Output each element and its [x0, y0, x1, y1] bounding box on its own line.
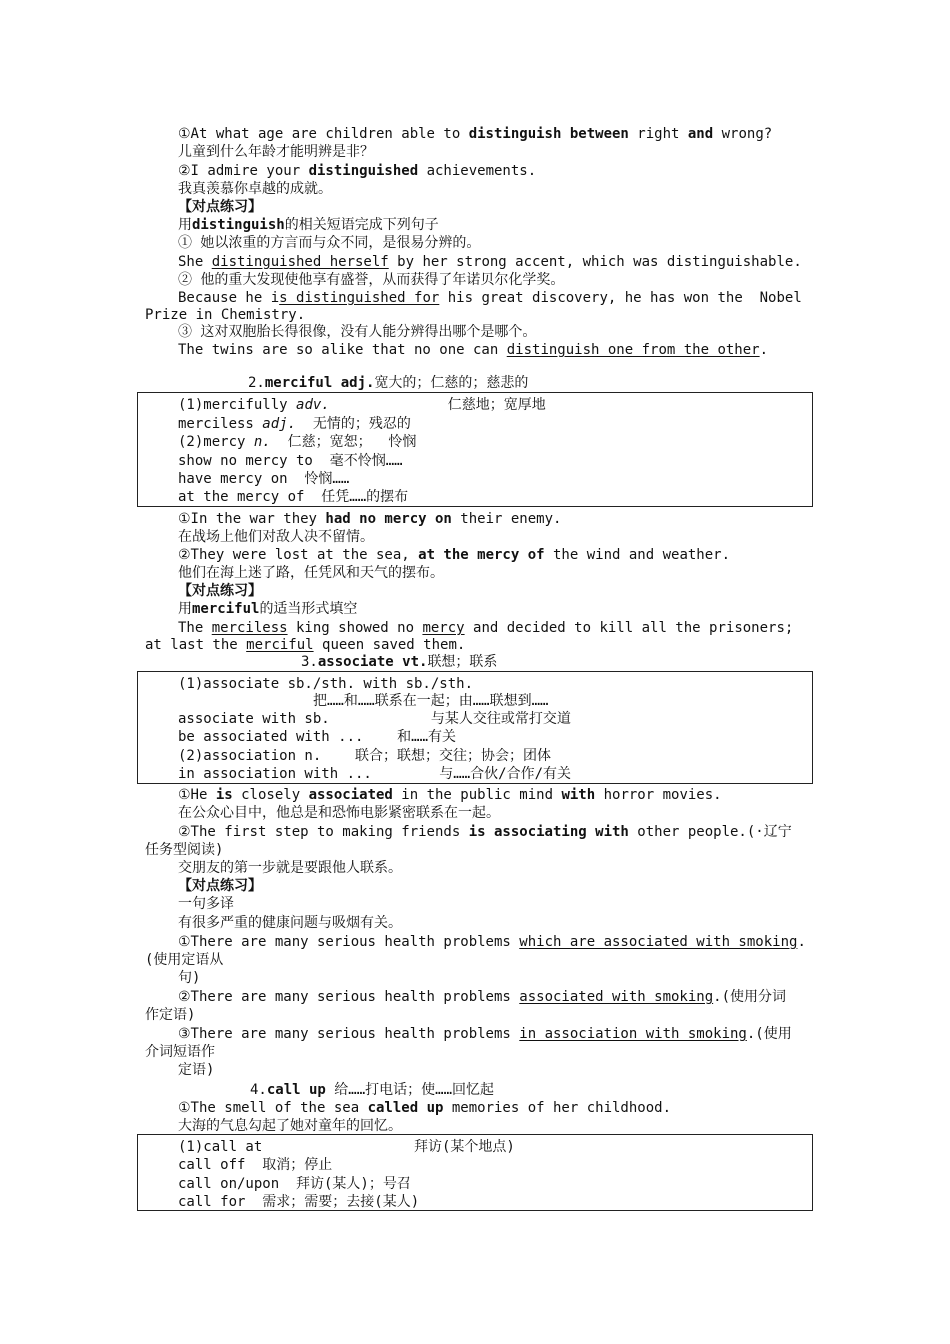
vocab-line: (2)association n. 联合；联想；交往；协会；团体: [178, 748, 552, 764]
vocab-line: in association with ... 与……合伙/合作/有关: [178, 766, 572, 782]
vocab-line: at the mercy of 任凭……的摆布: [178, 489, 409, 505]
exercise-heading: 【对点练习】: [178, 878, 262, 894]
section-heading: 4.call up 给……打电话；使……回忆起: [250, 1082, 495, 1098]
exercise-answer: ①There are many serious health problems which are associated with smoking.: [178, 934, 806, 950]
example-sentence: ①He is closely associated in the public mind with horror movies.: [178, 787, 722, 803]
exercise-instruction: 用merciful的适当形式填空: [178, 601, 358, 617]
exercise-answer: The merciless king showed no mercy and decided to kill all the prisoners;: [178, 620, 794, 636]
exercise-note: 介词短语作: [145, 1044, 215, 1060]
exercise-note: 定语): [178, 1062, 215, 1078]
vocab-line: call on/upon 拜访(某人)；号召: [178, 1176, 411, 1192]
translation: 交朋友的第一步就是要跟他人联系。: [178, 860, 402, 876]
exercise-answer-cont: at last the merciful queen saved them.: [145, 637, 466, 653]
vocab-line: associate with sb. 与某人交往或常打交道: [178, 711, 571, 727]
exercise-note: 作定语): [145, 1007, 196, 1023]
exercise-heading: 【对点练习】: [178, 199, 262, 215]
vocab-box: [137, 671, 813, 784]
translation: 我真羡慕你卓越的成就。: [178, 181, 332, 197]
exercise-answer: The twins are so alike that no one can distinguish one from the other.: [178, 342, 769, 358]
exercise-answer: ②There are many serious health problems associated with smoking.(使用分词: [178, 989, 787, 1005]
vocab-line: (1)associate sb./sth. with sb./sth.: [178, 676, 474, 692]
example-sentence: ①At what age are children able to distinguish between right and wrong?: [178, 126, 773, 142]
example-sentence: ①The smell of the sea called up memories of her childhood.: [178, 1100, 671, 1116]
example-sentence: ②They were lost at the sea, at the mercy of the wind and weather.: [178, 547, 731, 563]
example-sentence: ①In the war they had no mercy on their enemy.: [178, 511, 562, 527]
section-heading: 2.merciful adj.宽大的；仁慈的；慈悲的: [248, 375, 529, 391]
vocab-line: show no mercy to 毫不怜悯……: [178, 453, 403, 469]
vocab-line: 把……和……联系在一起；由……联想到……: [313, 693, 549, 709]
translation: 在战场上他们对敌人决不留情。: [178, 529, 374, 545]
translation: 在公众心目中，他总是和恐怖电影紧密联系在一起。: [178, 805, 500, 821]
exercise-prompt: ① 她以浓重的方言而与众不同，是很易分辨的。: [178, 235, 481, 251]
exercise-heading: 【对点练习】: [178, 583, 262, 599]
vocab-line: (1)call at 拜访(某个地点): [178, 1139, 515, 1155]
exercise-prompt: 有很多严重的健康问题与吸烟有关。: [178, 915, 402, 931]
translation: 儿童到什么年龄才能明辨是非？: [178, 144, 374, 160]
exercise-instruction: 一句多译: [178, 896, 234, 912]
example-sentence: ②I admire your distinguished achievements.: [178, 163, 537, 179]
vocab-line: (2)mercy n. 仁慈；宽恕； 怜悯: [178, 434, 417, 450]
vocab-box: [137, 392, 813, 507]
translation: 大海的气息勾起了她对童年的回忆。: [178, 1118, 402, 1134]
exercise-prompt: ③ 这对双胞胎长得很像，没有人能分辨得出哪个是哪个。: [178, 324, 537, 340]
exercise-note: (使用定语从: [145, 952, 224, 968]
exercise-answer: She distinguished herself by her strong accent, which was distinguishable.: [178, 254, 802, 270]
example-sentence: ②The first step to making friends is associating with other people.(·辽宁: [178, 824, 792, 840]
example-source: 任务型阅读): [145, 842, 224, 858]
vocab-box: [137, 1134, 813, 1211]
vocab-line: merciless adj. 无情的；残忍的: [178, 416, 411, 432]
translation: 他们在海上迷了路，任凭风和天气的摆布。: [178, 565, 444, 581]
exercise-answer: ③There are many serious health problems in association with smoking.(使用: [178, 1026, 792, 1042]
exercise-note: 句): [178, 970, 201, 986]
vocab-line: have mercy on 怜悯……: [178, 471, 350, 487]
exercise-answer: Because he is distinguished for his great discovery, he has won the Nobel: [178, 290, 802, 306]
vocab-line: (1)mercifully adv. 仁慈地；宽厚地: [178, 397, 546, 413]
vocab-line: be associated with ... 和……有关: [178, 729, 457, 745]
exercise-answer-cont: Prize in Chemistry.: [145, 307, 306, 323]
section-heading: 3.associate vt.联想；联系: [301, 654, 498, 670]
vocab-line: call off 取消；停止: [178, 1157, 333, 1173]
exercise-prompt: ② 他的重大发现使他享有盛誉，从而获得了年诺贝尔化学奖。: [178, 272, 565, 288]
vocab-line: call for 需求；需要；去接(某人): [178, 1194, 420, 1210]
exercise-instruction: 用distinguish的相关短语完成下列句子: [178, 217, 439, 233]
